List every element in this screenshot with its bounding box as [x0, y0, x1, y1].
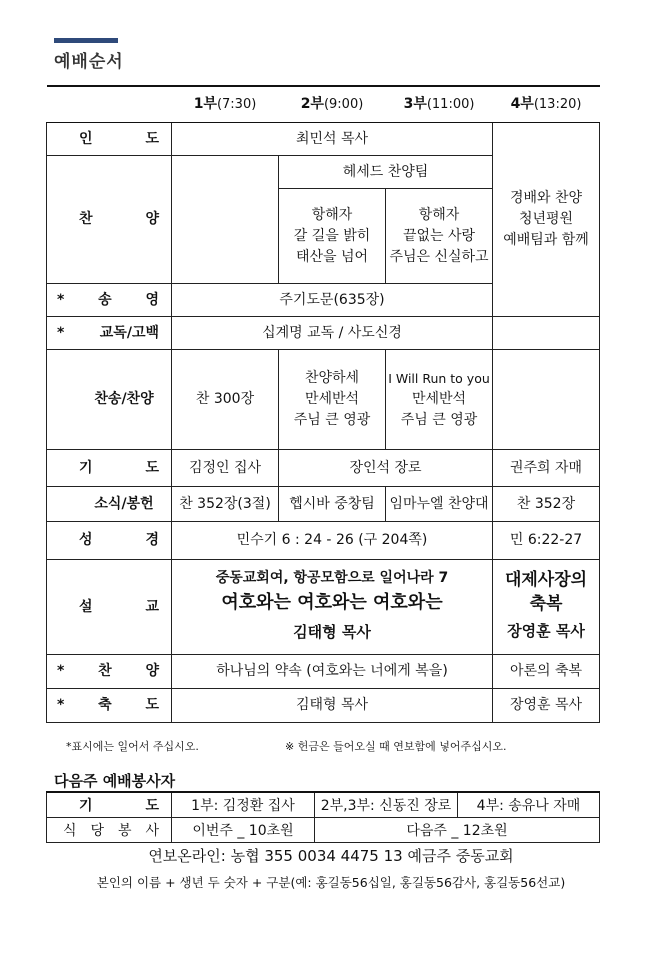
row-label: * 찬 양 — [47, 655, 172, 689]
sermon-subtitle: 중동교회여, 항공모함으로 일어나라 7 — [215, 569, 449, 586]
fourth-service-worship: 경배와 찬양 청년평원 예배팀과 함께 — [493, 123, 600, 317]
closing-hymn: 하나님의 약속 (여호와는 너에게 복을) — [172, 655, 493, 689]
row-label: 기 도 — [47, 792, 172, 818]
sosik-2: 헵시바 중창팀 — [279, 487, 386, 522]
benediction: 김태형 목사 — [172, 689, 493, 723]
sosik-3: 임마누엘 찬양대 — [386, 487, 493, 522]
row-label: * 교독/고백 — [47, 317, 172, 350]
row-label: * 축 도 — [47, 689, 172, 723]
sosik-1: 찬 352장(3절) — [172, 487, 279, 522]
row-label: 소식/봉헌 — [47, 487, 172, 522]
row-label: 찬송/찬양 — [47, 350, 172, 450]
chansong-2: 찬양하세 만세반석 주님 큰 영광 — [279, 350, 386, 450]
sosik-4: 찬 352장 — [493, 487, 600, 522]
service-4: 4부(13:20) — [493, 86, 600, 123]
row-label: 기 도 — [47, 450, 172, 487]
row-label: 성 경 — [47, 522, 172, 560]
benediction-4: 장영훈 목사 — [493, 689, 600, 723]
row-indo — [47, 123, 600, 156]
praise-team: 헤세드 찬양팀 — [279, 156, 493, 189]
row-sosik — [47, 487, 600, 522]
chansong-1: 찬 300장 — [172, 350, 279, 450]
next-week-kitchen: 다음주 _ 12초원 — [315, 818, 600, 843]
offering-guide: 본인의 이름 + 생년 두 숫자 + 구분(예: 홍길동56십일, 홍길동56감사, 홍길동56선교) — [96, 875, 566, 890]
song-content: 주기도문(635장) — [172, 284, 493, 317]
chansong-3: I Will Run to you 만세반석 주님 큰 영광 — [386, 350, 493, 450]
row-chanyang2 — [47, 655, 600, 689]
service-1: 1부(7:30) — [172, 86, 279, 123]
gido-1: 김정인 집사 — [172, 450, 279, 487]
row-chansong — [47, 350, 600, 450]
offering-note: ※ 헌금은 들어오실 때 연보함에 넣어주십시오. — [285, 740, 507, 753]
row-gido — [47, 450, 600, 487]
row-seonggyeong — [47, 522, 600, 560]
sermon-title: 여호와는 여호와는 여호와는 — [221, 591, 443, 613]
gido-4: 권주희 자매 — [493, 450, 600, 487]
closing-hymn-4: 아론의 축복 — [493, 655, 600, 689]
next-gido-4: 4부: 송유나 자매 — [458, 792, 600, 818]
gido-23: 장인석 장로 — [279, 450, 493, 487]
row-label: 인 도 — [47, 123, 172, 156]
online-offering: 연보온라인: 농협 355 0034 4475 13 예금주 중동교회 — [148, 847, 514, 865]
worship-order-table — [46, 85, 600, 723]
next-sikdang-row — [47, 818, 600, 843]
sermon-4: 대제사장의 축복 장영훈 목사 — [493, 560, 600, 655]
row-chukdo — [47, 689, 600, 723]
next-gido-1: 1부: 김정환 집사 — [172, 792, 315, 818]
gyodok-content: 십계명 교독 / 사도신경 — [172, 317, 493, 350]
row-label: * 송 영 — [47, 284, 172, 317]
praise-songs-2: 항해자 갈 길을 밝히 태산을 넘어 — [279, 189, 386, 284]
scripture: 민수기 6 : 24 - 26 (구 204쪽) — [172, 522, 493, 560]
section-title: 예배순서 — [54, 52, 124, 72]
next-week-title: 다음주 예배봉사자 — [54, 772, 176, 790]
row-seolgyo — [47, 560, 600, 655]
next-gido-23: 2부,3부: 신동진 장로 — [315, 792, 458, 818]
row-gyodok — [47, 317, 600, 350]
this-week-kitchen: 이번주 _ 10초원 — [172, 818, 315, 843]
indo-leader: 최민석 목사 — [172, 123, 493, 156]
row-label: 설 교 — [47, 560, 172, 655]
praise-songs-3: 항해자 끝없는 사랑 주님은 신실하고 — [386, 189, 493, 284]
standing-note: *표시에는 일어서 주십시오. — [66, 740, 199, 753]
service-2: 2부(9:00) — [279, 86, 386, 123]
next-gido-row — [47, 792, 600, 818]
header-accent-bar — [54, 38, 118, 43]
sermon-preacher: 김태형 목사 — [293, 622, 371, 641]
service-header-row — [47, 86, 600, 123]
sermon — [172, 560, 493, 655]
row-label: 찬 양 — [47, 156, 172, 284]
service-3: 3부(11:00) — [386, 86, 493, 123]
scripture-4: 민 6:22-27 — [493, 522, 600, 560]
row-label: 식 당 봉 사 — [47, 818, 172, 843]
next-week-table — [46, 791, 600, 843]
